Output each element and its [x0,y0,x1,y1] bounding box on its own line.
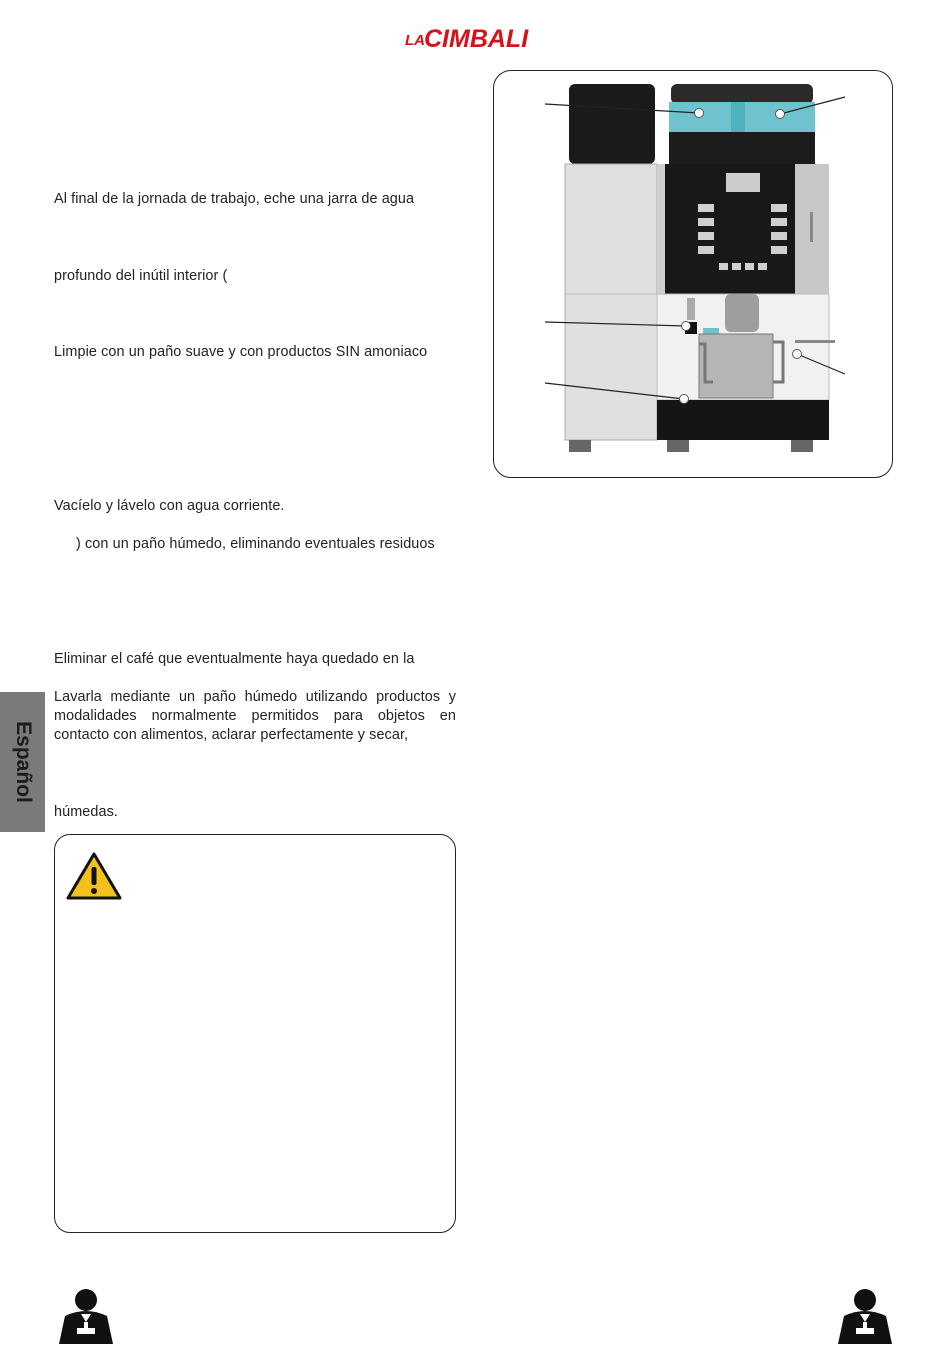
paragraph-wet: húmedas. [54,804,118,820]
language-label: Español [11,721,35,803]
paragraph-interior: profundo del inútil interior ( [54,268,228,284]
waiter-icon [834,1288,896,1344]
paragraph-end-of-day: Al final de la jornada de trabajo, eche una jarra de agua [54,191,415,207]
waiter-icon [55,1288,117,1344]
logo-prefix: LA [405,32,425,49]
paragraph-empty-wash: Vacíelo y lávelo con agua corriente. [54,498,285,514]
paragraph-damp-cloth: ) con un paño húmedo, eliminando eventuales residuos [76,536,435,552]
paragraph-remove-coffee: Eliminar el café que eventualmente haya quedado en la [54,651,415,667]
lacimbali-logo [405,22,545,52]
paragraph-wash-food-safe: Lavarla mediante un paño húmedo utilizando productos y modalidades normalmente permitidos para objetos en contacto con alimentos, aclarar perfectamente y secar, [54,689,456,743]
cup [699,334,773,398]
display-screen [726,173,760,192]
language-side-tab [0,692,45,832]
logo-name: CIMBALI [424,25,529,52]
drip-tray [657,400,829,440]
machine-side-body [565,164,657,440]
paragraph-soft-cloth: Limpie con un paño suave y con productos SIN amoniaco [54,344,428,360]
warning-triangle-icon [66,851,122,901]
left-hopper [569,84,655,164]
coffee-machine-illustration [495,72,891,476]
